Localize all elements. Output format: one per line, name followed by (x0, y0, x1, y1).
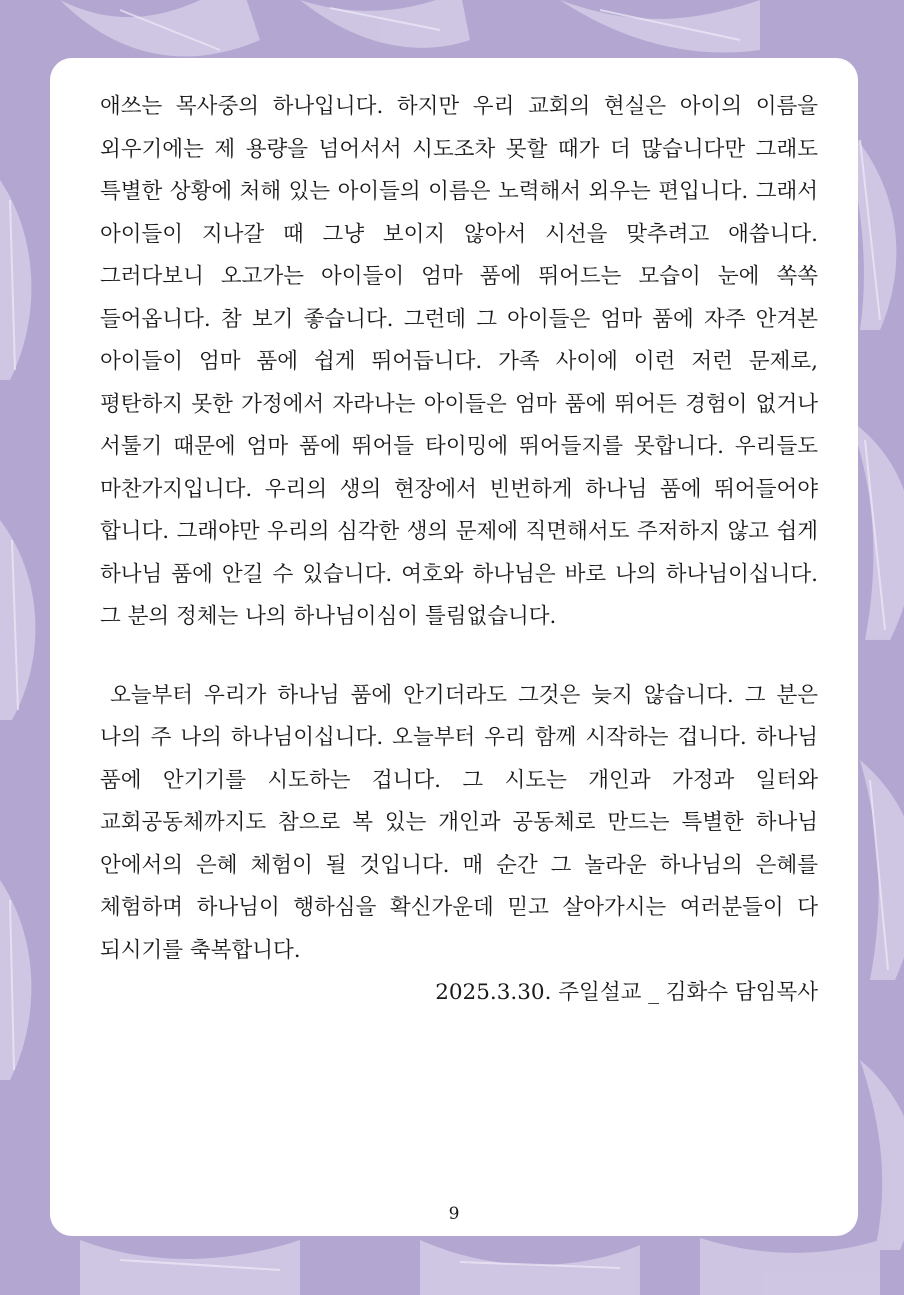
document-body (100, 86, 818, 1015)
page-number: 9 (448, 1204, 460, 1224)
paragraph: 오늘부터 우리가 하나님 품에 안기더라도 그것은 늦지 않습니다. 그 분은 나의 주 나의 하나님이십니다. 오늘부터 우리 함께 시작하는 겁니다. 하나님 품에 안기기를 시도하는 겁니다. 그 시도는 개인과 가정과 일터와 교회공동체까지도 참으로 복 있는 개인과 공동체로 만드는 특별한 하나님 안에서의 은혜 체험이 될 것입니다. 매 순간 그 놀라운 하나님의 은혜를 체험하며 하나님이 행하심을 확신가운데 믿고 살아가시는 여러분들이 다 되시기를 축복합니다. (100, 682, 818, 963)
sermon-signature: 2025.3.30. 주일설교 _ 김화수 담임목사 (435, 980, 818, 1005)
page-card (50, 58, 858, 1236)
paragraph: 애쓰는 목사중의 하나입니다. 하지만 우리 교회의 현실은 아이의 이름을 외우기에는 제 용량을 넘어서서 시도조차 못할 때가 더 많습니다만 그래도 특별한 상황에 처해 있는 아이들의 이름은 노력해서 외우는 편입니다. 그래서 아이들이 지나갈 때 그냥 보이지 않아서 시선을 맞추려고 애씁니다. 그러다보니 오고가는 아이들이 엄마 품에 뛰어드는 모습이 눈에 쏙쏙 들어옵니다. 참 보기 좋습니다. 그런데 그 아이들은 엄마 품에 자주 안겨본 아이들이 엄마 품에 쉽게 뛰어듭니다. 가족 사이에 이런 저런 문제로, 평탄하지 못한 가정에서 자라나는 아이들은 엄마 품에 뛰어든 경험이 없거나 서툴기 때문에 엄마 품에 뛰어들 타이밍에 뛰어들지를 못합니다. 우리들도 마찬가지입니다. 우리의 생의 현장에서 빈번하게 하나님 품에 뛰어들어야 합니다. 그래야만 우리의 심각한 생의 문제에 직면해서도 주저하지 않고 쉽게 하나님 품에 안길 수 있습니다. 여호와 하나님은 바로 나의 하나님이십니다. 그 분의 정체는 나의 하나님이심이 틀림없습니다. (100, 94, 818, 629)
